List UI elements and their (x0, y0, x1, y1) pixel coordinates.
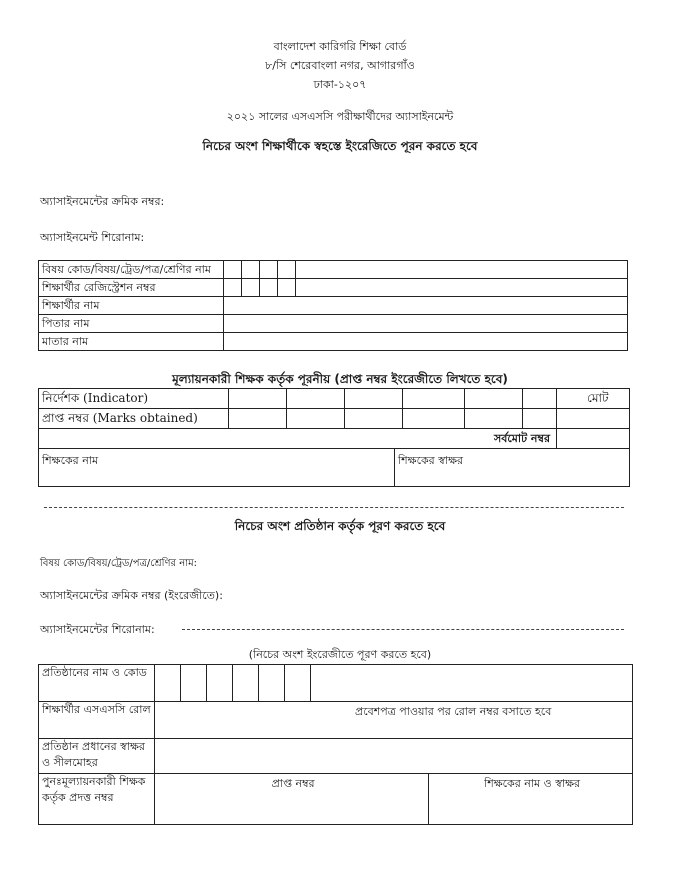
section3-heading: নিচের অংশ প্রতিষ্ঠান কর্তৃক পূরণ করতে হবে (234, 519, 446, 533)
serial-number-label: অ্যাসাইনমেন্টের ক্রমিক নম্বর: (40, 195, 165, 208)
student-name-field[interactable] (224, 297, 628, 315)
indicator-cell[interactable] (229, 389, 287, 409)
section2-heading: মূল্যায়নকারী শিক্ষক কর্তৃক পূরনীয় (প্রাপ্ত নম্বর ইংরেজীতে লিখতে হবে) (172, 372, 508, 386)
marks-obtained-label: প্রাপ্ত নম্বর (Marks obtained) (39, 409, 229, 429)
board-city: ঢাকা-১২০৭ (313, 78, 367, 91)
student-info-table (38, 260, 628, 351)
teacher-name-sign-field[interactable]: শিক্ষকের নাম ও স্বাক্ষর (429, 774, 633, 825)
teacher-name-label[interactable]: শিক্ষকের নাম (39, 449, 395, 487)
inst-serial-label: অ্যাসাইনমেন্টের ক্রমিক নম্বর (ইংরেজীতে): (40, 589, 223, 602)
indicator-cell[interactable] (403, 389, 465, 409)
code-box[interactable] (155, 665, 181, 702)
institution-field[interactable] (311, 665, 633, 702)
digit-box[interactable] (260, 279, 278, 297)
father-name-label: পিতার নাম (39, 315, 224, 333)
total-field[interactable] (557, 409, 630, 429)
table-row (39, 739, 633, 774)
institution-table (38, 664, 633, 825)
digit-box[interactable] (260, 261, 278, 279)
indicator-cell[interactable] (287, 389, 345, 409)
digit-box[interactable] (242, 261, 260, 279)
table-row (39, 774, 633, 825)
inst-title-label: অ্যাসাইনমেন্টের শিরোনাম: (40, 623, 155, 636)
marks-cell[interactable] (403, 409, 465, 429)
marks-cell[interactable] (287, 409, 345, 429)
marks-table (38, 388, 630, 449)
indicator-cell[interactable] (523, 389, 557, 409)
table-row (39, 429, 630, 449)
indicator-cell[interactable] (345, 389, 403, 409)
grand-total-label: সর্বমোট নম্বর (39, 429, 557, 449)
head-sign-field[interactable] (155, 739, 633, 774)
indicator-cell[interactable] (465, 389, 523, 409)
mother-name-label: মাতার নাম (39, 333, 224, 351)
table-row (39, 297, 628, 315)
digit-box[interactable] (278, 261, 296, 279)
marks-cell[interactable] (523, 409, 557, 429)
digit-box[interactable] (242, 279, 260, 297)
teacher-sign-label[interactable]: শিক্ষকের স্বাক্ষর (395, 449, 630, 487)
obtained-marks-field[interactable]: প্রাপ্ত নম্বর (155, 774, 429, 825)
cut-line (44, 507, 624, 508)
table-row (39, 449, 630, 487)
digit-box[interactable] (224, 261, 242, 279)
institution-name-label: প্রতিষ্ঠানের নাম ও কোড (39, 665, 155, 702)
marks-cell[interactable] (229, 409, 287, 429)
code-box[interactable] (181, 665, 207, 702)
total-label: মোট (557, 389, 630, 409)
code-box[interactable] (285, 665, 311, 702)
inst-subject-label: বিষয় কোড/বিষয়/ট্রেড/পত্র/শ্রেণির নাম: (40, 558, 197, 569)
assignment-title-label: অ্যাসাইনমেন্ট শিরোনাম: (40, 231, 145, 244)
registration-label: শিক্ষার্থীর রেজিস্ট্রেশন নম্বর (39, 279, 224, 297)
section1-heading: নিচের অংশ শিক্ষার্থীকে স্বহস্তে ইংরেজিতে পূরন করতে হবে (202, 139, 478, 153)
roll-note[interactable]: প্রবেশপত্র পাওয়ার পর রোল নম্বর বসাতে হবে (155, 702, 633, 739)
digit-box[interactable] (278, 279, 296, 297)
teacher-table (38, 448, 630, 487)
marks-cell[interactable] (465, 409, 523, 429)
table-row (39, 389, 630, 409)
subject-code-label: বিষয় কোড/বিষয়/ট্রেড/পত্র/শ্রেণির নাম (39, 261, 224, 279)
student-name-label: শিক্ষার্থীর নাম (39, 297, 224, 315)
english-note: (নিচের অংশ ইংরেজীতে পূরণ করতে হবে) (248, 648, 432, 661)
subject-field[interactable] (296, 261, 628, 279)
board-address: ৮/সি শেরেবাংলা নগর, আগারগাঁও (265, 59, 415, 72)
table-row (39, 409, 630, 429)
table-row (39, 261, 628, 279)
board-name: বাংলাদেশ কারিগরি শিক্ষা বোর্ড (273, 40, 407, 53)
father-name-field[interactable] (224, 315, 628, 333)
reevaluator-label: পুনঃমূল্যায়নকারী শিক্ষক কর্তৃক প্রদত্ত নম্বর (39, 774, 155, 825)
code-box[interactable] (207, 665, 233, 702)
marks-cell[interactable] (345, 409, 403, 429)
table-row (39, 665, 633, 702)
registration-field[interactable] (296, 279, 628, 297)
table-row (39, 333, 628, 351)
head-sign-label: প্রতিষ্ঠান প্রধানের স্বাক্ষর ও সীলমোহর (39, 739, 155, 774)
table-row (39, 702, 633, 739)
mother-name-field[interactable] (224, 333, 628, 351)
code-box[interactable] (259, 665, 285, 702)
title-fill-line[interactable] (182, 629, 624, 630)
table-row (39, 279, 628, 297)
table-row (39, 315, 628, 333)
assignment-subtitle: ২০২১ সালের এসএসসি পরীক্ষার্থীদের অ্যাসাইনমেন্ট (226, 110, 454, 123)
indicator-label: নির্দেশক (Indicator) (39, 389, 229, 409)
grand-total-field[interactable] (557, 429, 630, 449)
code-box[interactable] (233, 665, 259, 702)
digit-box[interactable] (224, 279, 242, 297)
roll-label: শিক্ষার্থীর এসএসসি রোল (39, 702, 155, 739)
